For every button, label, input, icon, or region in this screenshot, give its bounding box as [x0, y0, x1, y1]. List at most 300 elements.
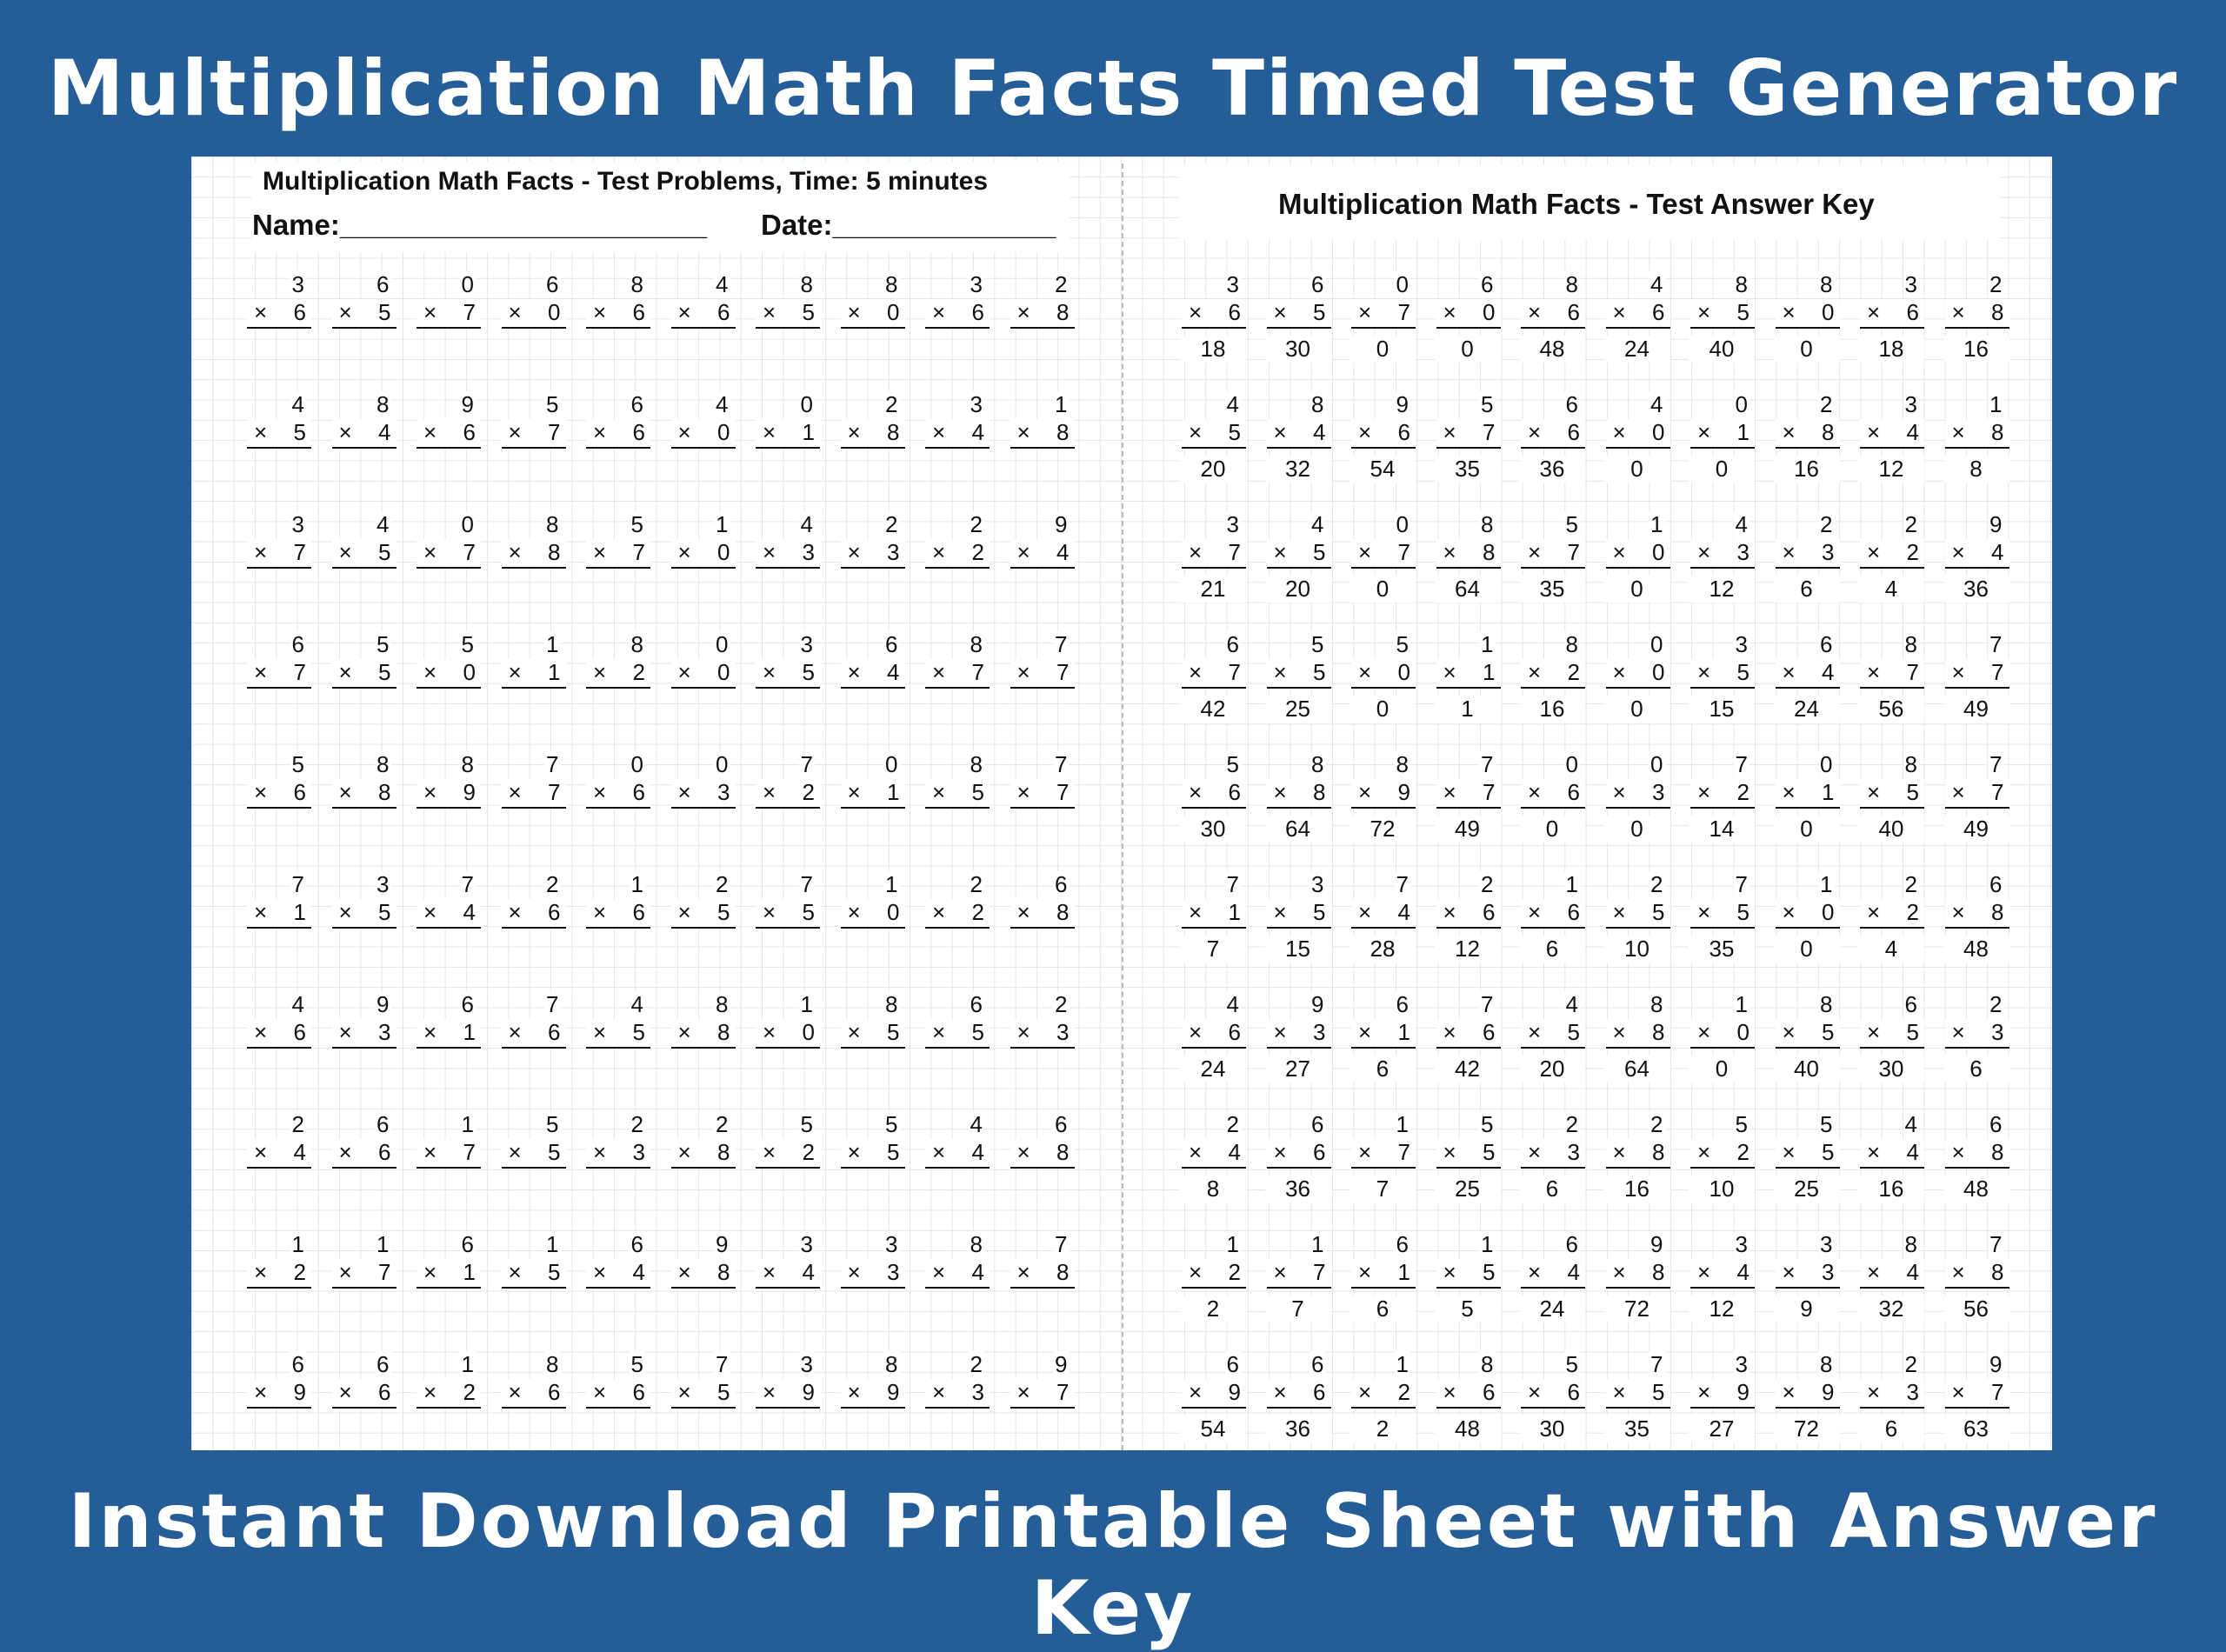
- product-answer: 0: [1519, 816, 1585, 843]
- test-problem: [500, 871, 566, 976]
- multiplier: 2: [293, 1259, 306, 1285]
- times-sign: ×: [847, 419, 861, 445]
- multiplier: 6: [1313, 1139, 1326, 1165]
- product-answer: 42: [1180, 696, 1246, 723]
- product-answer: 0: [1774, 336, 1840, 363]
- answer-key-problem: [1519, 751, 1585, 856]
- multiplicand: 1: [461, 1351, 474, 1377]
- product-answer: 6: [1519, 1176, 1585, 1202]
- times-sign: ×: [1782, 779, 1796, 805]
- answer-key-problem: [1519, 511, 1585, 616]
- multiplier-line: [1182, 539, 1246, 569]
- multiplier-line: [1945, 899, 2009, 929]
- answer-key-problem: [1774, 871, 1840, 976]
- multiplier-line: [586, 1259, 650, 1289]
- multiplier: 8: [717, 1139, 730, 1165]
- times-sign: ×: [1189, 299, 1203, 325]
- multiplier-line: [247, 659, 311, 689]
- multiplicand: 7: [1481, 991, 1494, 1017]
- times-sign: ×: [1951, 539, 1965, 565]
- product-answer: 40: [1689, 336, 1755, 363]
- times-sign: ×: [847, 299, 861, 325]
- times-sign: ×: [1016, 659, 1030, 685]
- test-problem: [670, 271, 736, 376]
- multiplier: 8: [1652, 1259, 1665, 1285]
- multiplicand: 4: [716, 391, 729, 417]
- test-problem: [415, 511, 481, 616]
- multiplicand: 6: [377, 271, 390, 297]
- multiplier-line: [1351, 779, 1416, 809]
- times-sign: ×: [1867, 419, 1881, 445]
- product-answer: 0: [1774, 936, 1840, 963]
- test-problem: [1009, 1351, 1075, 1450]
- multiplier: 4: [971, 1259, 984, 1285]
- times-sign: ×: [677, 539, 691, 565]
- times-sign: ×: [254, 779, 268, 805]
- multiplier: 8: [1056, 299, 1070, 325]
- product-answer: 48: [1943, 936, 2009, 963]
- multiplier-line: [1351, 1379, 1416, 1409]
- multiplier: 2: [971, 899, 984, 925]
- product-answer: 20: [1180, 456, 1246, 483]
- times-sign: ×: [932, 779, 946, 805]
- multiplier-line: [1945, 419, 2009, 449]
- multiplier: 3: [1567, 1139, 1580, 1165]
- multiplier-line: [925, 899, 990, 929]
- multiplier-line: [756, 1379, 820, 1409]
- multiplier: 4: [1228, 1139, 1241, 1165]
- multiplier-line: [586, 1139, 650, 1169]
- multiplicand: 0: [1735, 391, 1748, 417]
- multiplier-line: [332, 1019, 397, 1049]
- test-problem: [1009, 271, 1075, 376]
- multiplicand: 2: [1565, 1111, 1578, 1137]
- product-answer: 72: [1604, 1296, 1670, 1322]
- multiplier-line: [841, 1379, 905, 1409]
- answer-key-problem: [1265, 511, 1331, 616]
- multiplier-line: [1182, 299, 1246, 329]
- multiplier-line: [1436, 1379, 1501, 1409]
- multiplier: 8: [1991, 899, 2004, 925]
- multiplier: 9: [293, 1379, 306, 1405]
- multiplicand: 4: [1565, 991, 1578, 1017]
- times-sign: ×: [847, 659, 861, 685]
- multiplier-line: [1436, 1019, 1501, 1049]
- multiplier: 5: [1483, 1139, 1496, 1165]
- times-sign: ×: [1016, 1379, 1030, 1405]
- multiplier-line: [1860, 419, 1924, 449]
- multiplicand: 1: [546, 631, 559, 657]
- multiplier-line: [671, 1379, 736, 1409]
- multiplier: 4: [1056, 539, 1070, 565]
- times-sign: ×: [1189, 899, 1203, 925]
- multiplier: 2: [1906, 539, 1919, 565]
- multiplier: 8: [1991, 419, 2004, 445]
- multiplier-line: [247, 1379, 311, 1409]
- multiplicand: 0: [885, 751, 898, 777]
- multiplicand: 9: [716, 1231, 729, 1257]
- multiplier: 8: [1056, 419, 1070, 445]
- test-problem: [1009, 631, 1075, 736]
- test-problem: [245, 271, 311, 376]
- times-sign: ×: [1867, 299, 1881, 325]
- product-answer: 72: [1350, 816, 1416, 843]
- multiplier-line: [1182, 659, 1246, 689]
- multiplicand: 3: [1311, 871, 1324, 897]
- multiplier: 3: [1991, 1019, 2004, 1045]
- multiplier-line: [756, 299, 820, 329]
- multiplier: 3: [1056, 1019, 1070, 1045]
- answer-key-problem: [1604, 751, 1670, 856]
- multiplier: 3: [1906, 1379, 1919, 1405]
- product-answer: 7: [1350, 1176, 1416, 1202]
- product-answer: 16: [1858, 1176, 1924, 1202]
- multiplicand: 5: [1481, 1111, 1494, 1137]
- multiplier: 6: [1228, 779, 1241, 805]
- multiplier-line: [1776, 1259, 1840, 1289]
- answer-key-problem: [1858, 391, 1924, 496]
- multiplier-line: [1521, 899, 1585, 929]
- times-sign: ×: [1443, 659, 1456, 685]
- answer-key-problem: [1774, 1351, 1840, 1450]
- multiplicand: 2: [291, 1111, 304, 1137]
- multiplier-line: [417, 659, 481, 689]
- multiplier: 7: [293, 539, 306, 565]
- multiplier-line: [756, 899, 820, 929]
- times-sign: ×: [932, 1259, 946, 1285]
- multiplier: 6: [1567, 779, 1580, 805]
- multiplicand: 4: [716, 271, 729, 297]
- answer-key-problem: [1350, 1231, 1416, 1336]
- answer-key-problem: [1604, 1231, 1670, 1336]
- test-problem: [415, 1231, 481, 1336]
- times-sign: ×: [763, 1379, 776, 1405]
- multiplier-line: [332, 1379, 397, 1409]
- multiplier: 1: [1736, 419, 1749, 445]
- test-problem: [923, 1111, 990, 1216]
- multiplier: 5: [1483, 1259, 1496, 1285]
- multiplier: 7: [632, 539, 645, 565]
- multiplier-line: [1860, 1379, 1924, 1409]
- times-sign: ×: [1189, 779, 1203, 805]
- multiplier-line: [1436, 1259, 1501, 1289]
- times-sign: ×: [1189, 1139, 1203, 1165]
- multiplier-line: [1860, 539, 1924, 569]
- multiplier: 6: [717, 299, 730, 325]
- multiplier: 4: [1822, 659, 1835, 685]
- times-sign: ×: [1273, 419, 1287, 445]
- times-sign: ×: [593, 779, 607, 805]
- answer-key-problem: [1858, 1231, 1924, 1336]
- multiplier: 5: [378, 899, 391, 925]
- times-sign: ×: [593, 539, 607, 565]
- times-sign: ×: [1189, 659, 1203, 685]
- multiplier: 2: [971, 539, 984, 565]
- multiplier-line: [1182, 1259, 1246, 1289]
- test-problem: [584, 391, 650, 496]
- multiplicand: 8: [1904, 1231, 1917, 1257]
- multiplier: 5: [1652, 899, 1665, 925]
- test-problem: [1009, 1231, 1075, 1336]
- multiplier-line: [1776, 779, 1840, 809]
- multiplier: 8: [1991, 1259, 2004, 1285]
- times-sign: ×: [1951, 899, 1965, 925]
- multiplicand: 7: [1481, 751, 1494, 777]
- test-problem: [1009, 871, 1075, 976]
- multiplicand: 3: [1735, 631, 1748, 657]
- multiplier: 5: [1736, 299, 1749, 325]
- multiplier: 7: [463, 299, 476, 325]
- multiplier: 7: [971, 659, 984, 685]
- multiplicand: 0: [716, 751, 729, 777]
- times-sign: ×: [254, 539, 268, 565]
- answer-key-problem: [1604, 391, 1670, 496]
- multiplier: 9: [887, 1379, 900, 1405]
- answer-key-problem: [1265, 391, 1331, 496]
- times-sign: ×: [677, 659, 691, 685]
- times-sign: ×: [338, 659, 352, 685]
- test-problem: [245, 631, 311, 736]
- multiplicand: 7: [1396, 871, 1409, 897]
- multiplicand: 8: [1904, 631, 1917, 657]
- multiplier: 0: [887, 299, 900, 325]
- multiplier: 6: [1567, 1379, 1580, 1405]
- multiplier-line: [417, 1139, 481, 1169]
- times-sign: ×: [1951, 1379, 1965, 1405]
- multiplier: 5: [1736, 659, 1749, 685]
- multiplier-line: [671, 1019, 736, 1049]
- answer-key-problem: [1943, 391, 2009, 496]
- times-sign: ×: [423, 1139, 437, 1165]
- multiplier-line: [417, 899, 481, 929]
- product-answer: 0: [1774, 816, 1840, 843]
- times-sign: ×: [1273, 899, 1287, 925]
- test-problem: [584, 991, 650, 1096]
- multiplier: 3: [1822, 539, 1835, 565]
- multiplier-line: [1267, 1379, 1331, 1409]
- multiplier-line: [1606, 659, 1670, 689]
- multiplier: 6: [1567, 419, 1580, 445]
- answer-key-problem: [1689, 871, 1755, 976]
- times-sign: ×: [593, 1379, 607, 1405]
- answer-key-problem: [1943, 631, 2009, 736]
- test-problem: [754, 1231, 820, 1336]
- multiplier-line: [332, 899, 397, 929]
- multiplier: 6: [632, 419, 645, 445]
- multiplier-line: [756, 659, 820, 689]
- test-problem: [670, 1111, 736, 1216]
- multiplier-line: [925, 1259, 990, 1289]
- multiplier-line: [1521, 419, 1585, 449]
- multiplier-line: [1521, 1379, 1585, 1409]
- test-problem: [923, 1231, 990, 1336]
- multiplier-line: [1690, 1139, 1755, 1169]
- multiplicand: 1: [291, 1231, 304, 1257]
- test-problem: [415, 1351, 481, 1450]
- multiplier-line: [502, 1379, 566, 1409]
- multiplicand: 7: [800, 871, 813, 897]
- answer-key-problem: [1435, 991, 1501, 1096]
- multiplier: 3: [1736, 539, 1749, 565]
- test-problem: [584, 1111, 650, 1216]
- multiplicand: 7: [716, 1351, 729, 1377]
- multiplier: 7: [1228, 659, 1241, 685]
- times-sign: ×: [1951, 1139, 1965, 1165]
- multiplier: 2: [632, 659, 645, 685]
- multiplier: 7: [1397, 1139, 1410, 1165]
- multiplicand: 3: [1904, 271, 1917, 297]
- times-sign: ×: [1697, 659, 1711, 685]
- multiplicand: 7: [461, 871, 474, 897]
- test-problem: [754, 271, 820, 376]
- multiplier-line: [502, 659, 566, 689]
- product-answer: 72: [1774, 1416, 1840, 1442]
- multiplicand: 4: [1735, 511, 1748, 537]
- test-problem: [670, 1351, 736, 1450]
- product-answer: 49: [1943, 816, 2009, 843]
- multiplier: 5: [971, 779, 984, 805]
- multiplicand: 6: [1565, 391, 1578, 417]
- multiplier-line: [1776, 299, 1840, 329]
- test-problem: [670, 991, 736, 1096]
- answer-key-problem: [1519, 1231, 1585, 1336]
- multiplier-line: [1010, 539, 1075, 569]
- multiplier-line: [332, 539, 397, 569]
- answer-key-problem: [1689, 271, 1755, 376]
- multiplier: 6: [293, 1019, 306, 1045]
- multiplier: 6: [1567, 299, 1580, 325]
- multiplier-line: [841, 659, 905, 689]
- multiplicand: 3: [800, 1351, 813, 1377]
- multiplicand: 5: [1226, 751, 1239, 777]
- product-answer: 25: [1435, 1176, 1501, 1202]
- multiplier: 5: [378, 659, 391, 685]
- multiplicand: 0: [1396, 511, 1409, 537]
- multiplicand: 6: [1055, 1111, 1068, 1137]
- answer-key-problem: [1774, 751, 1840, 856]
- multiplier-line: [1182, 1379, 1246, 1409]
- multiplier: 0: [1397, 659, 1410, 685]
- answer-key-problem: [1689, 391, 1755, 496]
- times-sign: ×: [1612, 539, 1626, 565]
- product-answer: 54: [1350, 456, 1416, 483]
- times-sign: ×: [1358, 659, 1372, 685]
- test-problem: [415, 991, 481, 1096]
- answer-key-problem: [1435, 1231, 1501, 1336]
- times-sign: ×: [1951, 659, 1965, 685]
- multiplier-line: [1860, 299, 1924, 329]
- multiplier-line: [671, 539, 736, 569]
- product-answer: 64: [1435, 576, 1501, 603]
- times-sign: ×: [1697, 1259, 1711, 1285]
- multiplier-line: [1860, 659, 1924, 689]
- multiplicand: 8: [1650, 991, 1663, 1017]
- multiplier-line: [586, 1379, 650, 1409]
- multiplier: 5: [1313, 299, 1326, 325]
- times-sign: ×: [847, 539, 861, 565]
- answer-key-problem: [1350, 391, 1416, 496]
- multiplier: 5: [632, 1019, 645, 1045]
- multiplier: 4: [632, 1259, 645, 1285]
- times-sign: ×: [1016, 1259, 1030, 1285]
- product-answer: 0: [1350, 696, 1416, 723]
- product-answer: 30: [1858, 1056, 1924, 1082]
- multiplier-line: [332, 419, 397, 449]
- product-answer: 6: [1774, 576, 1840, 603]
- multiplicand: 1: [1226, 1231, 1239, 1257]
- multiplier-line: [1351, 1139, 1416, 1169]
- times-sign: ×: [338, 419, 352, 445]
- multiplicand: 8: [1820, 1351, 1833, 1377]
- test-problem: [1009, 1111, 1075, 1216]
- multiplier: 7: [1313, 1259, 1326, 1285]
- multiplicand: 9: [1055, 1351, 1068, 1377]
- multiplicand: 0: [1650, 631, 1663, 657]
- multiplier-line: [247, 419, 311, 449]
- times-sign: ×: [1867, 1259, 1881, 1285]
- product-answer: 10: [1604, 936, 1670, 963]
- multiplicand: 6: [1396, 991, 1409, 1017]
- multiplicand: 6: [1055, 871, 1068, 897]
- multiplier: 2: [1906, 899, 1919, 925]
- answer-key-problem: [1774, 631, 1840, 736]
- product-answer: 0: [1604, 816, 1670, 843]
- multiplier-line: [1182, 1139, 1246, 1169]
- answer-key-problem: [1180, 751, 1246, 856]
- answer-key-problem: [1519, 1351, 1585, 1450]
- multiplier: 8: [548, 539, 561, 565]
- product-answer: 4: [1858, 576, 1924, 603]
- multiplicand: 8: [1820, 991, 1833, 1017]
- answer-key-problem: [1604, 991, 1670, 1096]
- product-answer: 5: [1435, 1296, 1501, 1322]
- multiplicand: 8: [970, 631, 983, 657]
- test-problem: [923, 1351, 990, 1450]
- multiplier-line: [1690, 1259, 1755, 1289]
- multiplier-line: [1690, 419, 1755, 449]
- product-answer: 16: [1519, 696, 1585, 723]
- multiplier: 4: [971, 419, 984, 445]
- times-sign: ×: [1443, 419, 1456, 445]
- multiplier: 0: [1652, 419, 1665, 445]
- product-answer: 0: [1689, 456, 1755, 483]
- multiplier: 0: [1652, 539, 1665, 565]
- multiplier-line: [1945, 299, 2009, 329]
- multiplier-line: [1521, 659, 1585, 689]
- times-sign: ×: [1867, 1379, 1881, 1405]
- answer-key-problem: [1519, 1111, 1585, 1216]
- multiplier-line: [841, 1259, 905, 1289]
- multiplier: 6: [971, 299, 984, 325]
- multiplicand: 0: [630, 751, 643, 777]
- multiplier-line: [1776, 1139, 1840, 1169]
- multiplier-line: [332, 1139, 397, 1169]
- multiplicand: 6: [1396, 1231, 1409, 1257]
- answer-key-problem: [1180, 1111, 1246, 1216]
- answer-key-problem: [1350, 631, 1416, 736]
- product-answer: 32: [1858, 1296, 1924, 1322]
- answer-key-problem: [1435, 871, 1501, 976]
- answer-key-problem: [1519, 991, 1585, 1096]
- multiplicand: 0: [1650, 751, 1663, 777]
- times-sign: ×: [1273, 779, 1287, 805]
- test-problem: [839, 991, 905, 1096]
- product-answer: 30: [1265, 336, 1331, 363]
- multiplier-line: [1945, 539, 2009, 569]
- multiplier: 5: [802, 659, 815, 685]
- answer-key-problem: [1180, 1231, 1246, 1336]
- multiplicand: 6: [377, 1111, 390, 1137]
